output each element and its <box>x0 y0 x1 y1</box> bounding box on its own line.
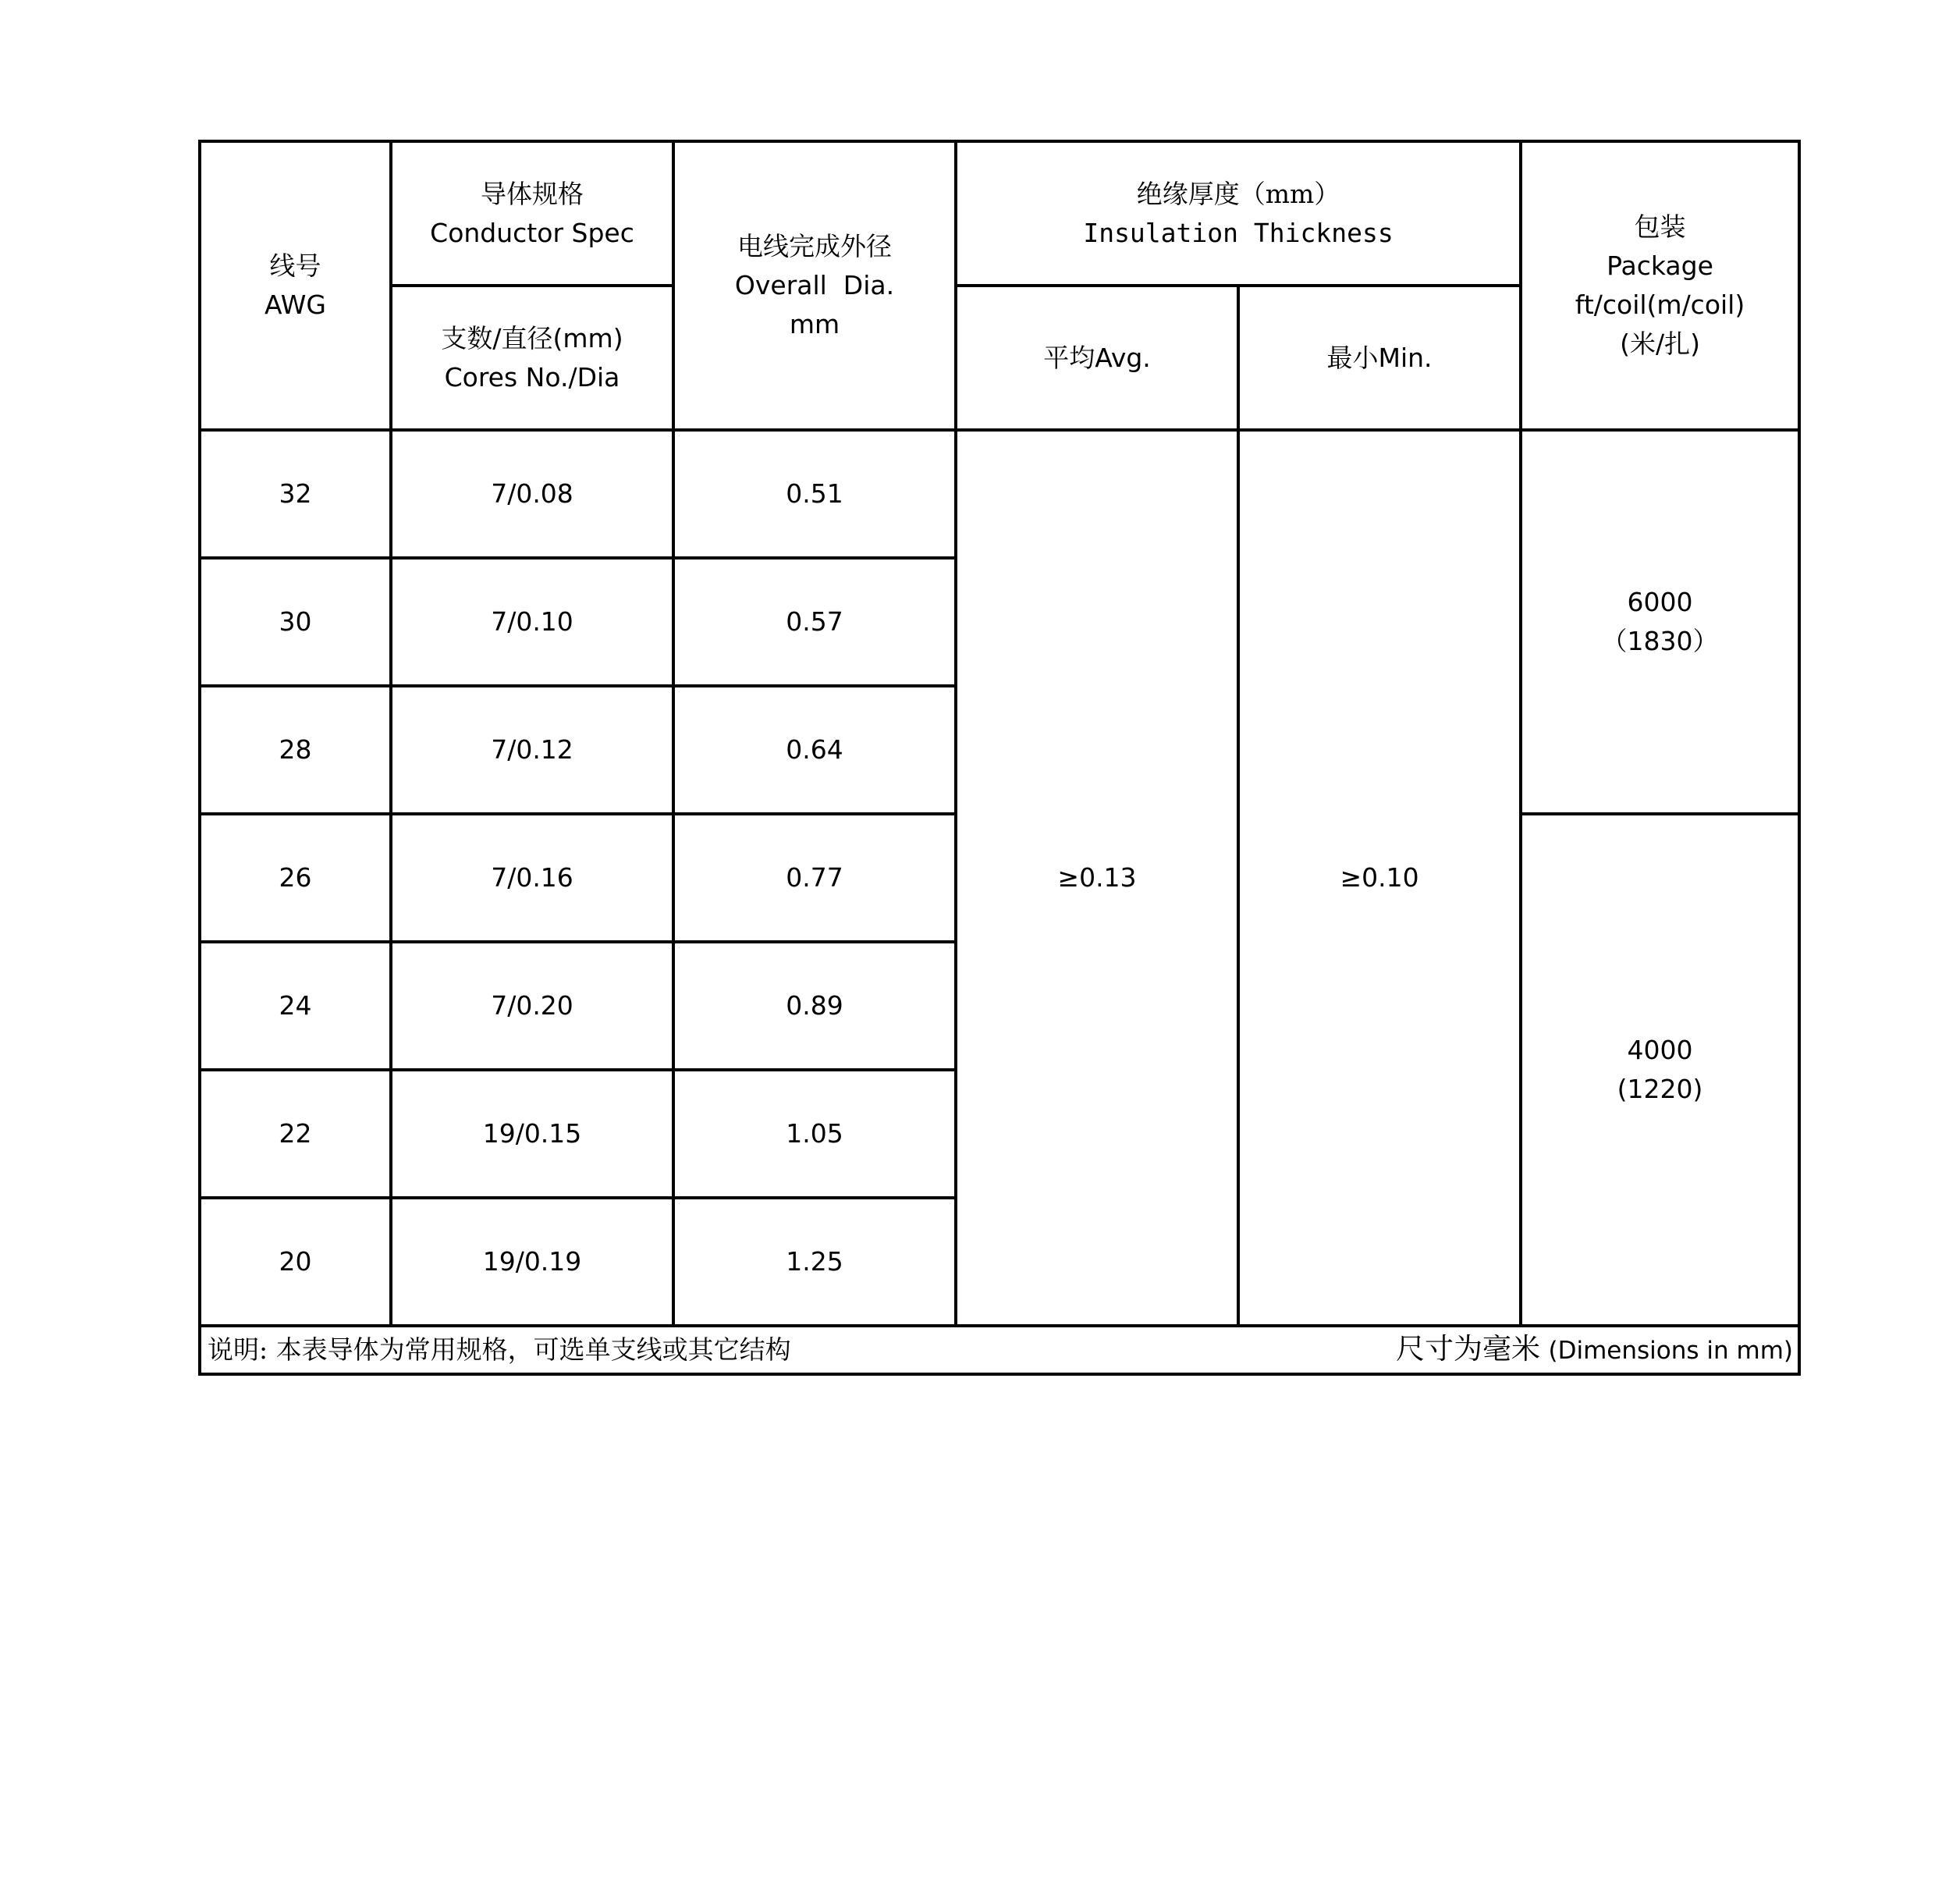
cell-awg: 20 <box>200 1198 391 1326</box>
cell-awg: 24 <box>200 942 391 1070</box>
header-insulation-thickness: 绝缘厚度（mm） Insulation Thickness <box>956 141 1521 286</box>
header-min: 最小Min. <box>1238 286 1521 430</box>
footer-note: 说明: 本表导体为常用规格，可选单支线或其它结构 <box>208 1334 791 1365</box>
header-cores: 支数/直径(mm) Cores No./Dia <box>391 286 673 430</box>
cell-dia: 0.51 <box>673 430 956 558</box>
header-avg: 平均Avg. <box>956 286 1238 430</box>
cell-dia: 1.25 <box>673 1198 956 1326</box>
cell-dia: 0.89 <box>673 942 956 1070</box>
footer-dimensions-en: (Dimensions in mm) <box>1548 1337 1794 1365</box>
cell-awg: 28 <box>200 686 391 814</box>
cell-dia: 0.77 <box>673 814 956 942</box>
footer-dimensions <box>1396 1330 1793 1370</box>
cell-cores: 7/0.16 <box>391 814 673 942</box>
footer-cell <box>200 1326 1799 1374</box>
cell-insulation-min: ≥0.10 <box>1238 430 1521 1326</box>
cell-package-6000: 6000 （1830） <box>1521 430 1799 814</box>
cell-dia: 0.57 <box>673 558 956 686</box>
cell-awg: 22 <box>200 1070 391 1198</box>
header-row-1 <box>200 141 1799 286</box>
table-row <box>200 430 1799 558</box>
header-awg: 线号 AWG <box>200 141 391 430</box>
cell-awg: 26 <box>200 814 391 942</box>
cell-awg: 30 <box>200 558 391 686</box>
cell-cores: 19/0.15 <box>391 1070 673 1198</box>
header-conductor-spec: 导体规格 Conductor Spec <box>391 141 673 286</box>
footer-row <box>200 1326 1799 1374</box>
cell-cores: 7/0.20 <box>391 942 673 1070</box>
footer-dimensions-zh: 尺寸为毫米 <box>1396 1332 1541 1366</box>
cell-dia: 0.64 <box>673 686 956 814</box>
cell-cores: 7/0.08 <box>391 430 673 558</box>
footer-content <box>201 1330 1798 1370</box>
cell-insulation-avg: ≥0.13 <box>956 430 1238 1326</box>
spec-sheet <box>198 140 1798 1376</box>
cell-awg: 32 <box>200 430 391 558</box>
cell-dia: 1.05 <box>673 1070 956 1198</box>
cell-cores: 7/0.10 <box>391 558 673 686</box>
cell-package-4000: 4000 (1220) <box>1521 814 1799 1326</box>
wire-spec-table <box>198 140 1801 1376</box>
header-overall-dia: 电线完成外径 Overall Dia. mm <box>673 141 956 430</box>
cell-cores: 19/0.19 <box>391 1198 673 1326</box>
cell-cores: 7/0.12 <box>391 686 673 814</box>
header-package: 包装 Package ft/coil(m/coil) (米/扎) <box>1521 141 1799 430</box>
